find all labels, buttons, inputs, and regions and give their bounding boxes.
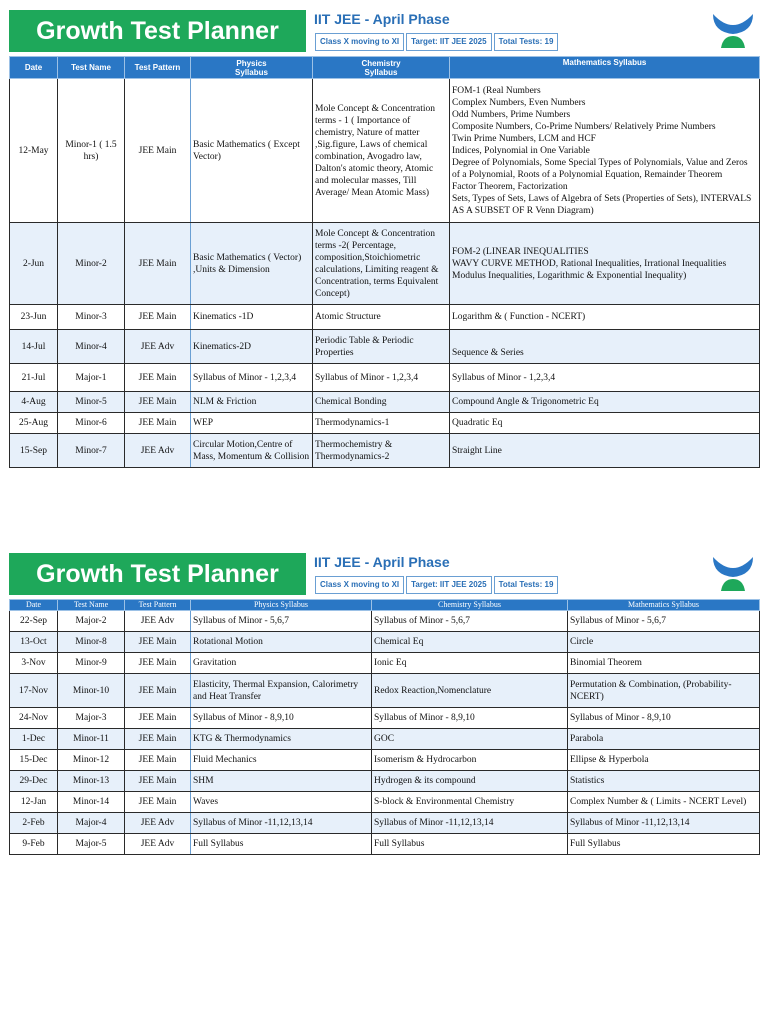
- physics-cell: Elasticity, Thermal Expansion, Calorimetry and Heat Transfer: [191, 674, 372, 708]
- brand-logo-icon: [711, 555, 755, 591]
- math-cell: FOM-1 (Real Numbers Complex Numbers, Even Numbers Odd Numbers, Prime Numbers Composite Numbers, Co-Prime Numbers/ Relatively Prime Numbers Twin Prime Numbers, LCM and HCF Indices, Polynomial in One Variable Degree of Polynomials, Some Special Types of Polynomials, Value and Zeros of a Polynomial, Roots of a Polynomial Equation, Remainder Theorem Factor Theorem, Factorization Sets, Types of Sets, Laws of Algebra of Sets (Properties of Sets), INTERVALS AS A SUBSET OF R Venn Diagram): [450, 79, 760, 223]
- test-pattern-cell: JEE Main: [125, 413, 191, 434]
- test-name-cell: Minor-2: [58, 223, 125, 305]
- chemistry-cell: Isomerism & Hydrocarbon: [372, 750, 568, 771]
- chemistry-cell: Mole Concept & Concentration terms - 1 ( Importance of chemistry, Nature of matter ,Sig.figure, Laws of chemical combination, Avogadro law, Dalton's atomic theory, Atomic and molecular masses, Till Average/ Mean Atomic Mass): [313, 79, 450, 223]
- test-name-cell: Major-3: [58, 708, 125, 729]
- math-cell: Circle: [568, 632, 760, 653]
- test-name-cell: Minor-14: [58, 792, 125, 813]
- test-pattern-cell: JEE Main: [125, 305, 191, 330]
- col-test-pattern: Test Pattern: [125, 57, 191, 79]
- table-row: [10, 434, 760, 468]
- chemistry-cell: Mole Concept & Concentration terms -2( Percentage, composition,Stoichiometric calculations, Limiting reagent & Concentration, terms Equivalent Concept): [313, 223, 450, 305]
- math-cell: Permutation & Combination, (Probability-NCERT): [568, 674, 760, 708]
- physics-cell: KTG & Thermodynamics: [191, 729, 372, 750]
- col-physics: Physics Syllabus: [191, 600, 372, 611]
- physics-cell: Rotational Motion: [191, 632, 372, 653]
- col-math: Mathematics Syllabus: [568, 600, 760, 611]
- table-row: [10, 729, 760, 750]
- chemistry-cell: Redox Reaction,Nomenclature: [372, 674, 568, 708]
- table-row: [10, 813, 760, 834]
- table-row: [10, 611, 760, 632]
- test-name-cell: Minor-7: [58, 434, 125, 468]
- test-name-cell: Minor-3: [58, 305, 125, 330]
- page-title: Growth Test Planner: [9, 10, 306, 52]
- test-name-cell: Minor-13: [58, 771, 125, 792]
- date-cell: 1-Dec: [10, 729, 58, 750]
- test-name-cell: Minor-10: [58, 674, 125, 708]
- table-row: [10, 223, 760, 305]
- physics-cell: NLM & Friction: [191, 392, 313, 413]
- target-chip: Target: IIT JEE 2025: [406, 33, 491, 51]
- physics-cell: Kinematics -1D: [191, 305, 313, 330]
- test-name-cell: Minor-5: [58, 392, 125, 413]
- test-pattern-cell: JEE Adv: [125, 330, 191, 364]
- test-name-cell: Minor-1 ( 1.5 hrs): [58, 79, 125, 223]
- test-name-cell: Major-1: [58, 364, 125, 392]
- test-name-cell: Major-4: [58, 813, 125, 834]
- math-cell: Syllabus of Minor - 8,9,10: [568, 708, 760, 729]
- math-cell: Syllabus of Minor - 5,6,7: [568, 611, 760, 632]
- chemistry-cell: Periodic Table & Periodic Properties: [313, 330, 450, 364]
- chemistry-cell: Chemical Eq: [372, 632, 568, 653]
- class-chip: Class X moving to XI: [315, 576, 404, 594]
- math-cell: Binomial Theorem: [568, 653, 760, 674]
- test-name-cell: Major-5: [58, 834, 125, 855]
- physics-cell: Syllabus of Minor - 5,6,7: [191, 611, 372, 632]
- chemistry-cell: Syllabus of Minor -11,12,13,14: [372, 813, 568, 834]
- test-name-cell: Minor-12: [58, 750, 125, 771]
- table-row: [10, 79, 760, 223]
- table-row: [10, 364, 760, 392]
- col-test-pattern: Test Pattern: [125, 600, 191, 611]
- physics-cell: WEP: [191, 413, 313, 434]
- col-math: Mathematics Syllabus: [450, 57, 760, 79]
- test-pattern-cell: JEE Main: [125, 632, 191, 653]
- total-tests-chip: Total Tests: 19: [494, 576, 559, 594]
- date-cell: 13-Oct: [10, 632, 58, 653]
- brand-logo-icon: [711, 12, 755, 48]
- date-cell: 2-Feb: [10, 813, 58, 834]
- physics-cell: Gravitation: [191, 653, 372, 674]
- col-date: Date: [10, 600, 58, 611]
- date-cell: 25-Aug: [10, 413, 58, 434]
- physics-cell: Basic Mathematics ( Vector) ,Units & Dimension: [191, 223, 313, 305]
- test-pattern-cell: JEE Main: [125, 750, 191, 771]
- page-title: Growth Test Planner: [9, 553, 306, 595]
- physics-cell: Syllabus of Minor - 8,9,10: [191, 708, 372, 729]
- date-cell: 29-Dec: [10, 771, 58, 792]
- chemistry-cell: Thermodynamics-1: [313, 413, 450, 434]
- test-pattern-cell: JEE Main: [125, 223, 191, 305]
- physics-cell: Full Syllabus: [191, 834, 372, 855]
- chemistry-cell: Ionic Eq: [372, 653, 568, 674]
- date-cell: 9-Feb: [10, 834, 58, 855]
- table-row: [10, 632, 760, 653]
- date-cell: 15-Sep: [10, 434, 58, 468]
- physics-cell: Basic Mathematics ( Except Vector): [191, 79, 313, 223]
- math-cell: Syllabus of Minor - 1,2,3,4: [450, 364, 760, 392]
- physics-cell: Fluid Mechanics: [191, 750, 372, 771]
- table-row: [10, 771, 760, 792]
- test-pattern-cell: JEE Main: [125, 79, 191, 223]
- date-cell: 3-Nov: [10, 653, 58, 674]
- planner-header: [9, 553, 759, 601]
- table-row: [10, 834, 760, 855]
- math-cell: Syllabus of Minor -11,12,13,14: [568, 813, 760, 834]
- date-cell: 2-Jun: [10, 223, 58, 305]
- test-name-cell: Minor-8: [58, 632, 125, 653]
- test-schedule-table-1: [9, 56, 760, 468]
- date-cell: 23-Jun: [10, 305, 58, 330]
- table-row: [10, 792, 760, 813]
- date-cell: 12-Jan: [10, 792, 58, 813]
- col-physics: Physics Syllabus: [191, 57, 313, 79]
- chemistry-cell: Atomic Structure: [313, 305, 450, 330]
- table-row: [10, 392, 760, 413]
- planner-page-1: [9, 10, 759, 468]
- date-cell: 17-Nov: [10, 674, 58, 708]
- date-cell: 24-Nov: [10, 708, 58, 729]
- chemistry-cell: Syllabus of Minor - 1,2,3,4: [313, 364, 450, 392]
- math-cell: Ellipse & Hyperbola: [568, 750, 760, 771]
- physics-cell: Circular Motion,Centre of Mass, Momentum & Collision: [191, 434, 313, 468]
- col-test-name: Test Name: [58, 57, 125, 79]
- test-pattern-cell: JEE Adv: [125, 834, 191, 855]
- chemistry-cell: Thermochemistry & Thermodynamics-2: [313, 434, 450, 468]
- math-cell: Logarithm & ( Function - NCERT): [450, 305, 760, 330]
- test-pattern-cell: JEE Main: [125, 653, 191, 674]
- date-cell: 22-Sep: [10, 611, 58, 632]
- test-pattern-cell: JEE Main: [125, 771, 191, 792]
- date-cell: 21-Jul: [10, 364, 58, 392]
- table-row: [10, 653, 760, 674]
- table-row: [10, 413, 760, 434]
- math-cell: Quadratic Eq: [450, 413, 760, 434]
- date-cell: 14-Jul: [10, 330, 58, 364]
- test-name-cell: Major-2: [58, 611, 125, 632]
- test-pattern-cell: JEE Main: [125, 674, 191, 708]
- target-chip: Target: IIT JEE 2025: [406, 576, 491, 594]
- chemistry-cell: Hydrogen & its compound: [372, 771, 568, 792]
- col-test-name: Test Name: [58, 600, 125, 611]
- class-chip: Class X moving to XI: [315, 33, 404, 51]
- chemistry-cell: GOC: [372, 729, 568, 750]
- planner-page-2: [9, 553, 759, 855]
- chemistry-cell: Chemical Bonding: [313, 392, 450, 413]
- test-pattern-cell: JEE Main: [125, 364, 191, 392]
- test-name-cell: Minor-6: [58, 413, 125, 434]
- planner-header: [9, 10, 759, 58]
- physics-cell: Syllabus of Minor -11,12,13,14: [191, 813, 372, 834]
- test-pattern-cell: JEE Main: [125, 708, 191, 729]
- col-chemistry: Chemistry Syllabus: [372, 600, 568, 611]
- math-cell: Straight Line: [450, 434, 760, 468]
- col-date: Date: [10, 57, 58, 79]
- test-pattern-cell: JEE Main: [125, 792, 191, 813]
- chemistry-cell: S-block & Environmental Chemistry: [372, 792, 568, 813]
- math-cell: Sequence & Series: [450, 330, 760, 364]
- test-name-cell: Minor-4: [58, 330, 125, 364]
- date-cell: 12-May: [10, 79, 58, 223]
- chemistry-cell: Full Syllabus: [372, 834, 568, 855]
- table-row: [10, 750, 760, 771]
- test-pattern-cell: JEE Adv: [125, 434, 191, 468]
- physics-cell: Kinematics-2D: [191, 330, 313, 364]
- table-row: [10, 674, 760, 708]
- table-row: [10, 305, 760, 330]
- math-cell: FOM-2 (LINEAR INEQUALITIES WAVY CURVE METHOD, Rational Inequalities, Irrational Inequalities Modulus Inequalities, Logarithmic & Exponential Inequality): [450, 223, 760, 305]
- test-name-cell: Minor-9: [58, 653, 125, 674]
- math-cell: Full Syllabus: [568, 834, 760, 855]
- test-name-cell: Minor-11: [58, 729, 125, 750]
- date-cell: 4-Aug: [10, 392, 58, 413]
- total-tests-chip: Total Tests: 19: [494, 33, 559, 51]
- info-chips: [315, 576, 560, 594]
- math-cell: Complex Number & ( Limits - NCERT Level): [568, 792, 760, 813]
- info-chips: [315, 33, 560, 51]
- chemistry-cell: Syllabus of Minor - 8,9,10: [372, 708, 568, 729]
- math-cell: Compound Angle & Trigonometric Eq: [450, 392, 760, 413]
- test-pattern-cell: JEE Main: [125, 729, 191, 750]
- test-pattern-cell: JEE Adv: [125, 611, 191, 632]
- physics-cell: Waves: [191, 792, 372, 813]
- phase-label: IIT JEE - April Phase: [314, 554, 450, 570]
- phase-label: IIT JEE - April Phase: [314, 11, 450, 27]
- physics-cell: Syllabus of Minor - 1,2,3,4: [191, 364, 313, 392]
- test-pattern-cell: JEE Adv: [125, 813, 191, 834]
- math-cell: Parabola: [568, 729, 760, 750]
- physics-cell: SHM: [191, 771, 372, 792]
- test-schedule-table-2: [9, 599, 760, 855]
- test-pattern-cell: JEE Main: [125, 392, 191, 413]
- date-cell: 15-Dec: [10, 750, 58, 771]
- table-row: [10, 708, 760, 729]
- chemistry-cell: Syllabus of Minor - 5,6,7: [372, 611, 568, 632]
- col-chemistry: Chemistry Syllabus: [313, 57, 450, 79]
- table-row: [10, 330, 760, 364]
- math-cell: Statistics: [568, 771, 760, 792]
